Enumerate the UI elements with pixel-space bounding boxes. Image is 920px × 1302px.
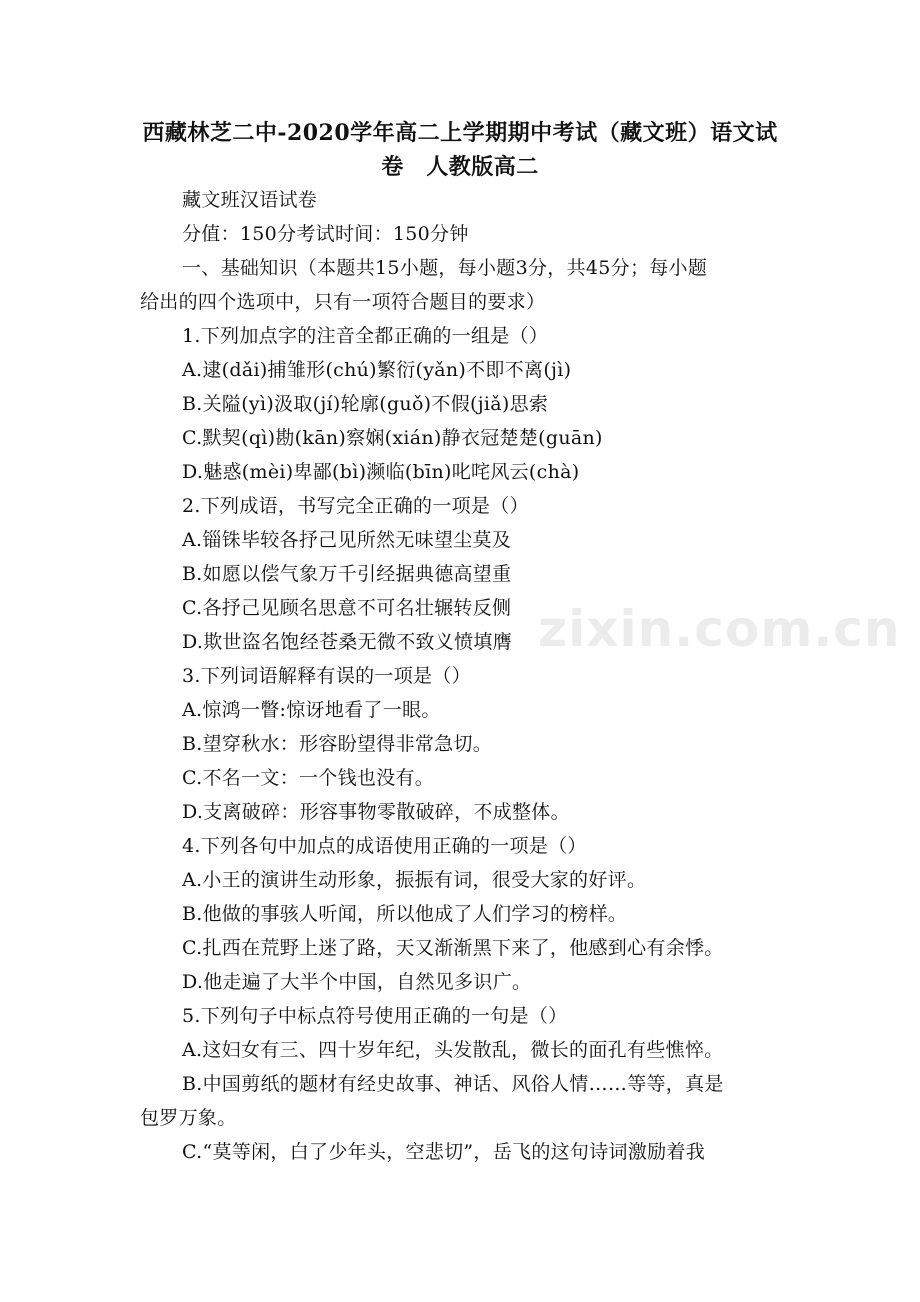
question-option: B.望穿秋水：形容盼望得非常急切。 — [182, 733, 493, 755]
question-option: C.不名一文：一个钱也没有。 — [182, 767, 435, 789]
question-stem: 4.下列各句中加点的成语使用正确的一项是（） — [182, 835, 587, 857]
score-and-time: 分值：150分考试时间：150分钟 — [182, 223, 469, 245]
question-option: C.扎西在荒野上迷了路，天又渐渐黑下来了，他感到心有余悸。 — [182, 937, 724, 959]
question-option: C.默契(qì)勘(kān)察娴(xián)静衣冠楚楚(guān) — [182, 427, 603, 449]
question-stem: 3.下列词语解释有误的一项是（） — [182, 665, 471, 687]
question-stem: 5.下列句子中标点符号使用正确的一句是（） — [182, 1005, 568, 1027]
question-stem: 1.下列加点字的注音全都正确的一组是（） — [182, 325, 549, 347]
question-stem: 2.下列成语，书写完全正确的一项是（） — [182, 495, 529, 517]
question-option: B.中国剪纸的题材有经史故事、神话、风俗人情……等等，真是 — [182, 1073, 724, 1095]
document-title-line-1: 西藏林芝二中-2020学年高二上学期期中考试（藏文班）语文试 — [142, 120, 778, 146]
question-option: B.他做的事骇人听闻，所以他成了人们学习的榜样。 — [182, 903, 628, 925]
question-option: A.逮(dǎi)捕雏形(chú)繁衍(yǎn)不即不离(jì) — [182, 359, 572, 381]
document-title-line-2: 卷 人教版高二 — [381, 154, 539, 180]
question-option: C.各抒己见顾名思意不可名壮辗转反侧 — [182, 597, 512, 619]
question-option: D.他走遍了大半个中国，自然见多识广。 — [182, 971, 532, 993]
question-option-continuation: 包罗万象。 — [140, 1107, 237, 1129]
question-option: A.这妇女有三、四十岁年纪，头发散乱，微长的面孔有些憔悴。 — [182, 1039, 724, 1061]
site-watermark: zixin.com.cn — [538, 600, 901, 658]
question-option: B.关隘(yì)汲取(jí)轮廓(guǒ)不假(jiǎ)思索 — [182, 393, 549, 415]
question-option: D.支离破碎：形容事物零散破碎，不成整体。 — [182, 801, 570, 823]
question-option: C.“莫等闲，白了少年头，空悲切”，岳飞的这句诗词激励着我 — [182, 1141, 706, 1163]
exam-subtitle: 藏文班汉语试卷 — [182, 189, 318, 211]
question-option: A.小王的演讲生动形象，振振有词，很受大家的好评。 — [182, 869, 647, 891]
question-option: D.魅惑(mèi)卑鄙(bì)濒临(bīn)叱咤风云(chà) — [182, 461, 580, 483]
question-option: D.欺世盗名饱经苍桑无微不致义愤填膺 — [182, 631, 512, 653]
question-option: A.锱铢毕较各抒己见所然无味望尘莫及 — [182, 529, 512, 551]
question-option: A.惊鸿一瞥:惊讶地看了一眼。 — [182, 699, 441, 721]
section-heading-line-2: 给出的四个选项中，只有一项符合题目的要求） — [140, 291, 546, 313]
section-heading-line-1: 一、基础知识（本题共15小题，每小题3分，共45分；每小题 — [182, 257, 708, 279]
question-option: B.如愿以偿气象万千引经据典德高望重 — [182, 563, 512, 585]
